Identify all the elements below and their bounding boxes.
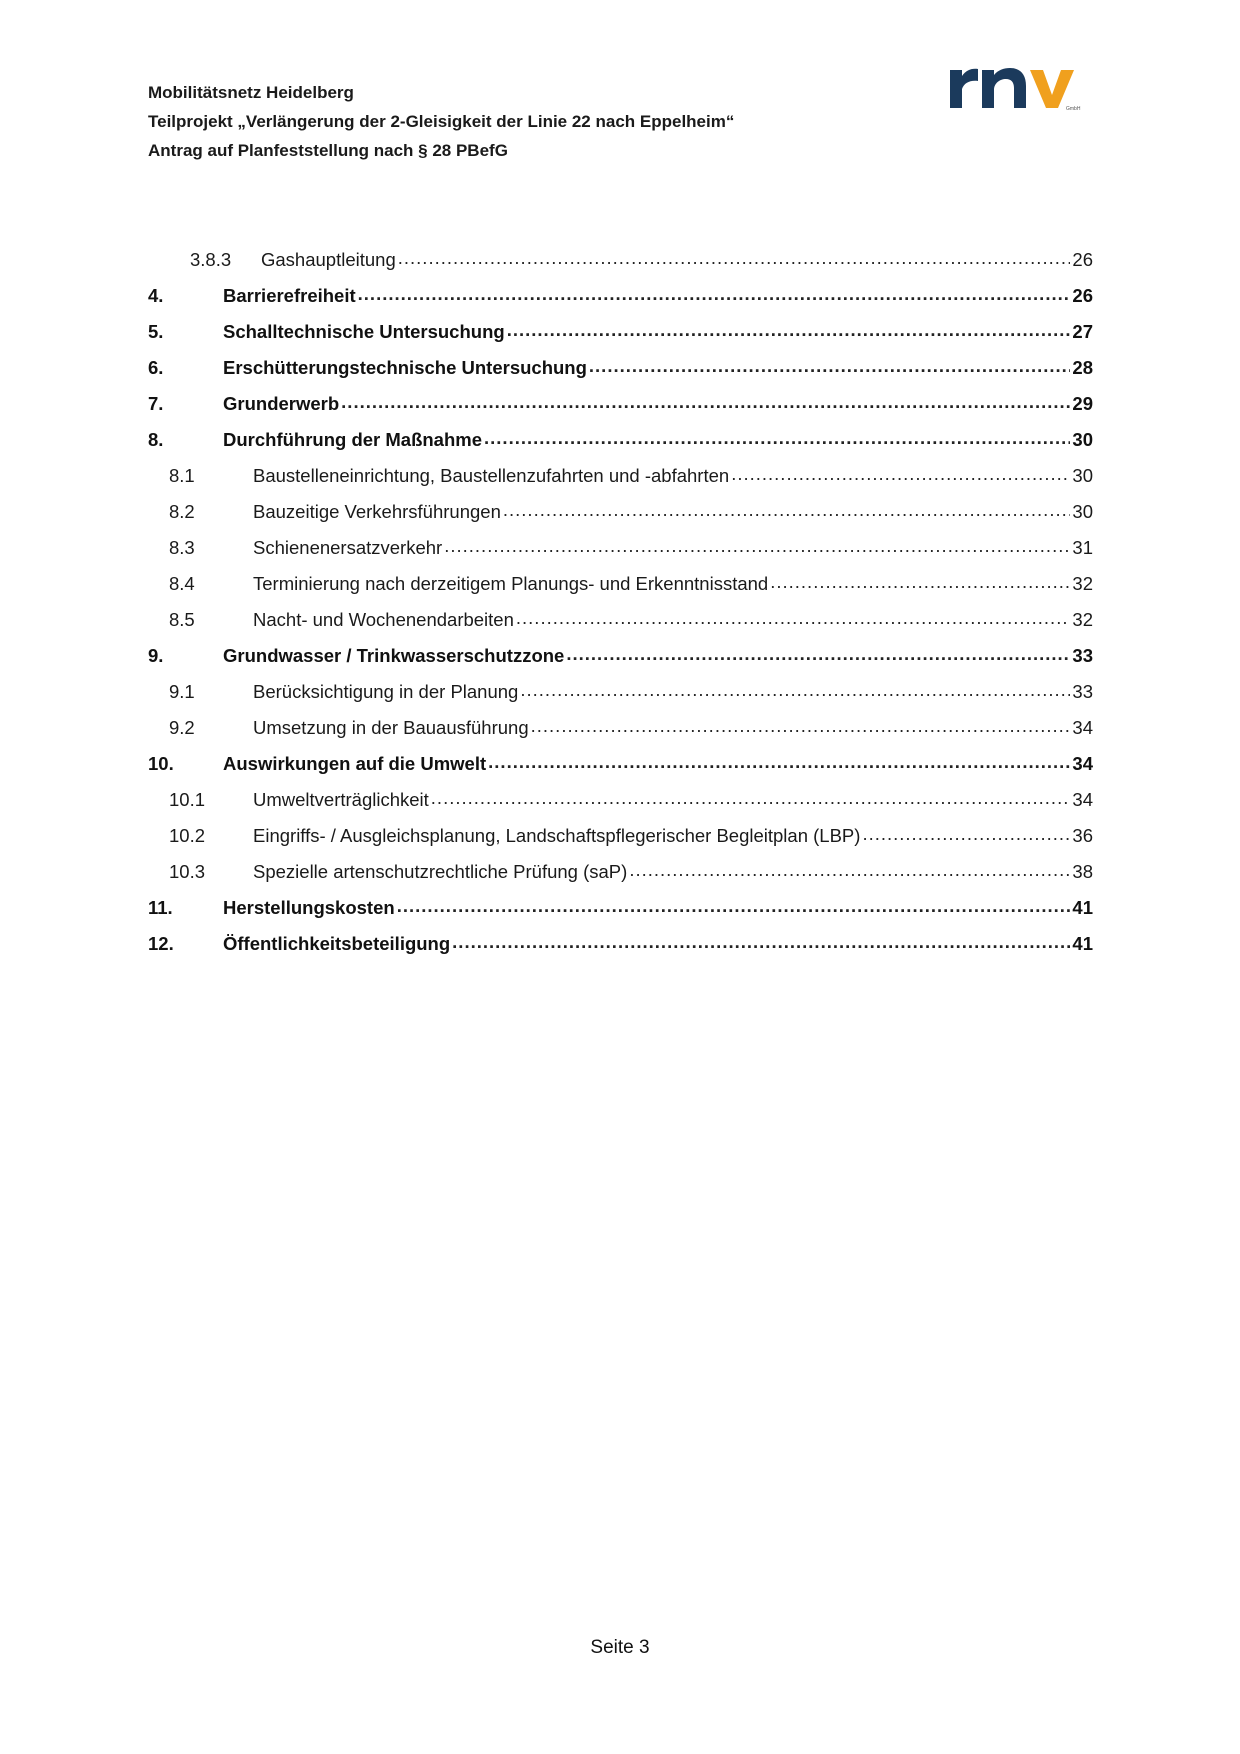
toc-entry-number: 9. <box>148 644 164 666</box>
toc-entry-number: 5. <box>148 320 164 342</box>
toc-entry-title[interactable]: Baustelleneinrichtung, Baustellenzufahrten und -abfahrten <box>253 464 730 486</box>
toc-entry-page[interactable]: 41 <box>1072 896 1093 918</box>
toc-entry-page[interactable]: 32 <box>1072 572 1093 594</box>
toc-dot-leader <box>770 571 1070 590</box>
header-application: Antrag auf Planfeststellung nach § 28 PBefG <box>148 141 508 160</box>
toc-entry-title[interactable]: Terminierung nach derzeitigem Planungs- und Erkenntnisstand <box>253 572 769 594</box>
toc-entry-title[interactable]: Grunderwerb <box>223 392 340 414</box>
toc-entry[interactable] <box>148 247 1093 283</box>
toc-entry-title[interactable]: Barrierefreiheit <box>223 284 356 306</box>
toc-entry-title[interactable]: Auswirkungen auf die Umwelt <box>223 752 487 774</box>
toc-dot-leader <box>520 679 1070 698</box>
toc-entry[interactable] <box>148 571 1093 607</box>
toc-entry-page[interactable]: 27 <box>1072 320 1093 342</box>
svg-text:GmbH: GmbH <box>1066 106 1081 112</box>
toc-dot-leader <box>531 715 1071 734</box>
toc-entry-number: 10.3 <box>169 860 206 882</box>
toc-entry-number: 8. <box>148 428 164 450</box>
toc-dot-leader <box>484 427 1070 446</box>
toc-entry-page[interactable]: 29 <box>1072 392 1093 414</box>
toc-entry[interactable] <box>148 319 1093 355</box>
toc-entry-title[interactable]: Berücksichtigung in der Planung <box>253 680 519 702</box>
toc-entry-page[interactable]: 26 <box>1072 248 1093 270</box>
toc-entry[interactable] <box>148 931 1093 967</box>
toc-entry-title[interactable]: Nacht- und Wochenendarbeiten <box>253 608 514 630</box>
toc-dot-leader <box>589 355 1071 374</box>
toc-entry-number: 8.2 <box>169 500 195 522</box>
toc-entry-title[interactable]: Schalltechnische Untersuchung <box>223 320 505 342</box>
toc-entry[interactable] <box>148 391 1093 427</box>
toc-entry-page[interactable]: 36 <box>1072 824 1093 846</box>
toc-entry-number: 8.4 <box>169 572 195 594</box>
toc-dot-leader <box>444 535 1070 554</box>
toc-entry[interactable] <box>148 499 1093 535</box>
rnv-logo-mark <box>948 62 1088 114</box>
toc-entry-page[interactable]: 31 <box>1072 536 1093 558</box>
toc-entry-title[interactable]: Durchführung der Maßnahme <box>223 428 483 450</box>
toc-entry-page[interactable]: 34 <box>1072 788 1093 810</box>
toc-entry-number: 3.8.3 <box>190 248 232 270</box>
toc-dot-leader <box>503 499 1071 518</box>
toc-entry-number: 8.3 <box>169 536 195 558</box>
toc-entry-page[interactable]: 30 <box>1072 428 1093 450</box>
toc-entry[interactable] <box>148 535 1093 571</box>
toc-entry-page[interactable]: 38 <box>1072 860 1093 882</box>
toc-entry-number: 10.2 <box>169 824 206 846</box>
toc-entry-title[interactable]: Umweltverträglichkeit <box>253 788 429 810</box>
toc-entry-number: 7. <box>148 392 164 414</box>
toc-dot-leader <box>431 787 1071 806</box>
toc-dot-leader <box>452 931 1070 950</box>
toc-entry-page[interactable]: 30 <box>1072 464 1093 486</box>
toc-entry-title[interactable]: Umsetzung in der Bauausführung <box>253 716 529 738</box>
toc-entry[interactable] <box>148 607 1093 643</box>
page-number: Seite 3 <box>590 1637 650 1658</box>
toc-entry[interactable] <box>148 427 1093 463</box>
document-header <box>148 78 734 165</box>
toc-entry-title[interactable]: Grundwasser / Trinkwasserschutzzone <box>223 644 565 666</box>
toc-entry[interactable] <box>148 679 1093 715</box>
toc-entry-number: 9.2 <box>169 716 195 738</box>
toc-entry-title[interactable]: Spezielle artenschutzrechtliche Prüfung (saP) <box>253 860 628 882</box>
toc-entry[interactable] <box>148 283 1093 319</box>
toc-entry-title[interactable]: Herstellungskosten <box>223 896 395 918</box>
toc-entry-title[interactable]: Eingriffs- / Ausgleichsplanung, Landschaftspflegerischer Begleitplan (LBP) <box>253 824 861 846</box>
toc-entry-page[interactable]: 33 <box>1072 644 1093 666</box>
toc-entry-number: 8.5 <box>169 608 195 630</box>
toc-entry-title[interactable]: Öffentlichkeitsbeteiligung <box>223 932 451 954</box>
toc-dot-leader <box>488 751 1070 770</box>
toc-dot-leader <box>731 463 1070 482</box>
toc-entry[interactable] <box>148 859 1093 895</box>
header-project: Teilprojekt „Verlängerung der 2-Gleisigkeit der Linie 22 nach Eppelheim“ <box>148 112 735 131</box>
toc-entry-number: 9.1 <box>169 680 195 702</box>
toc-dot-leader <box>862 823 1070 842</box>
toc-entry-number: 6. <box>148 356 164 378</box>
toc-entry-number: 11. <box>148 896 173 918</box>
toc-entry-number: 10.1 <box>169 788 206 810</box>
toc-dot-leader <box>566 643 1070 662</box>
toc-entry-number: 4. <box>148 284 164 306</box>
toc-entry-title[interactable]: Gashauptleitung <box>261 248 396 270</box>
table-of-contents <box>148 247 1093 967</box>
toc-entry[interactable] <box>148 823 1093 859</box>
toc-dot-leader <box>358 283 1071 302</box>
toc-entry[interactable] <box>148 355 1093 391</box>
toc-entry[interactable] <box>148 751 1093 787</box>
toc-dot-leader <box>398 247 1071 266</box>
rnv-logo <box>948 62 1088 114</box>
toc-entry-number: 8.1 <box>169 464 195 486</box>
toc-entry-page[interactable]: 32 <box>1072 608 1093 630</box>
toc-entry-page[interactable]: 26 <box>1072 284 1093 306</box>
toc-entry-title[interactable]: Bauzeitige Verkehrsführungen <box>253 500 501 522</box>
toc-entry[interactable] <box>148 715 1093 751</box>
toc-entry-number: 12. <box>148 932 174 954</box>
toc-entry-page[interactable]: 41 <box>1072 932 1093 954</box>
toc-dot-leader <box>397 895 1071 914</box>
toc-dot-leader <box>507 319 1071 338</box>
toc-entry-page[interactable]: 28 <box>1072 356 1093 378</box>
header-organization: Mobilitätsnetz Heidelberg <box>148 83 354 102</box>
toc-dot-leader <box>629 859 1070 878</box>
toc-dot-leader <box>341 391 1070 410</box>
toc-entry[interactable] <box>148 787 1093 823</box>
toc-entry-title[interactable]: Schienenersatzverkehr <box>253 536 443 558</box>
toc-entry[interactable] <box>148 463 1093 499</box>
toc-entry-page[interactable]: 34 <box>1072 752 1093 774</box>
toc-dot-leader <box>516 607 1071 626</box>
toc-entry-page[interactable]: 30 <box>1072 500 1093 522</box>
toc-entry[interactable] <box>148 643 1093 679</box>
toc-entry-page[interactable]: 34 <box>1072 716 1093 738</box>
toc-entry-title[interactable]: Erschütterungstechnische Untersuchung <box>223 356 587 378</box>
toc-entry[interactable] <box>148 895 1093 931</box>
toc-entry-number: 10. <box>148 752 174 774</box>
toc-entry-page[interactable]: 33 <box>1072 680 1093 702</box>
